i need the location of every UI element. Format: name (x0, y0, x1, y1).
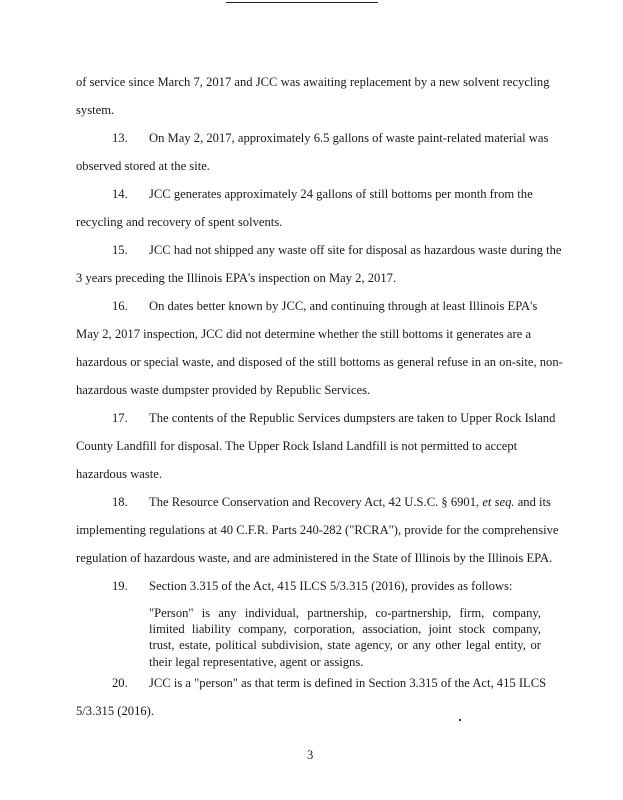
paragraph-18-text-end: and its (517, 495, 551, 509)
scan-speck (459, 719, 461, 721)
text-line: County Landfill for disposal. The Upper Rock Island Landfill is not permitted to accept (76, 439, 518, 453)
paragraph-13: On May 2, 2017, approximately 6.5 gallons of waste paint-related material was (149, 131, 549, 145)
text-line: system. (76, 103, 115, 117)
quote-line: limited liability company, corporation, association, joint stock company, (149, 622, 541, 637)
text-line: implementing regulations at 40 C.F.R. Parts 240-282 ("RCRA"), provide for the comprehensive (76, 523, 559, 537)
paragraph-number-20: 20. (112, 676, 128, 690)
paragraph-number-14: 14. (112, 187, 128, 201)
text-line: 5/3.315 (2016). (76, 704, 155, 718)
page-number: 3 (307, 748, 314, 762)
paragraph-15: JCC had not shipped any waste off site for disposal as hazardous waste during the (149, 243, 562, 257)
text-line: hazardous waste. (76, 467, 163, 481)
text-line: hazardous waste dumpster provided by Republic Services. (76, 383, 371, 397)
paragraph-number-18: 18. (112, 495, 128, 509)
paragraph-number-15: 15. (112, 243, 128, 257)
quote-line: "Person" is any individual, partnership, co-partnership, firm, company, (149, 606, 541, 620)
text-line: regulation of hazardous waste, and are administered in the State of Illinois by the Illinois EPA. (76, 551, 553, 565)
paragraph-17: The contents of the Republic Services dumpsters are taken to Upper Rock Island (149, 411, 556, 425)
paragraph-20: JCC is a "person" as that term is defined in Section 3.315 of the Act, 415 ILCS (149, 676, 547, 690)
paragraph-18-text: The Resource Conservation and Recovery Act, 42 U.S.C. § 6901, (149, 495, 480, 509)
text-line: recycling and recovery of spent solvents. (76, 215, 283, 229)
text-line: of service since March 7, 2017 and JCC was awaiting replacement by a new solvent recycling (76, 75, 550, 89)
text-line: hazardous or special waste, and disposed of the still bottoms as general refuse in an on-site, non- (76, 355, 563, 369)
text-line: May 2, 2017 inspection, JCC did not determine whether the still bottoms it generates are a (76, 327, 532, 341)
paragraph-number-16: 16. (112, 299, 128, 313)
header-rule (226, 2, 378, 3)
text-line: observed stored at the site. (76, 159, 210, 173)
quote-line: their legal representative, agent or assigns. (149, 654, 364, 669)
paragraph-18-italic: et seq. (482, 495, 515, 509)
paragraph-18 (149, 495, 551, 509)
paragraph-19: Section 3.315 of the Act, 415 ILCS 5/3.315 (2016), provides as follows: (149, 579, 513, 593)
paragraph-16: On dates better known by JCC, and continuing through at least Illinois EPA's (149, 299, 538, 313)
quote-line: trust, estate, political subdivision, state agency, or any other legal entity, or (149, 638, 541, 653)
block-quote (149, 605, 541, 670)
paragraph-14: JCC generates approximately 24 gallons of still bottoms per month from the (149, 187, 533, 201)
paragraph-number-19: 19. (112, 579, 128, 593)
paragraph-number-17: 17. (112, 411, 128, 425)
text-line: 3 years preceding the Illinois EPA's inspection on May 2, 2017. (76, 271, 397, 285)
paragraph-number-13: 13. (112, 131, 128, 145)
